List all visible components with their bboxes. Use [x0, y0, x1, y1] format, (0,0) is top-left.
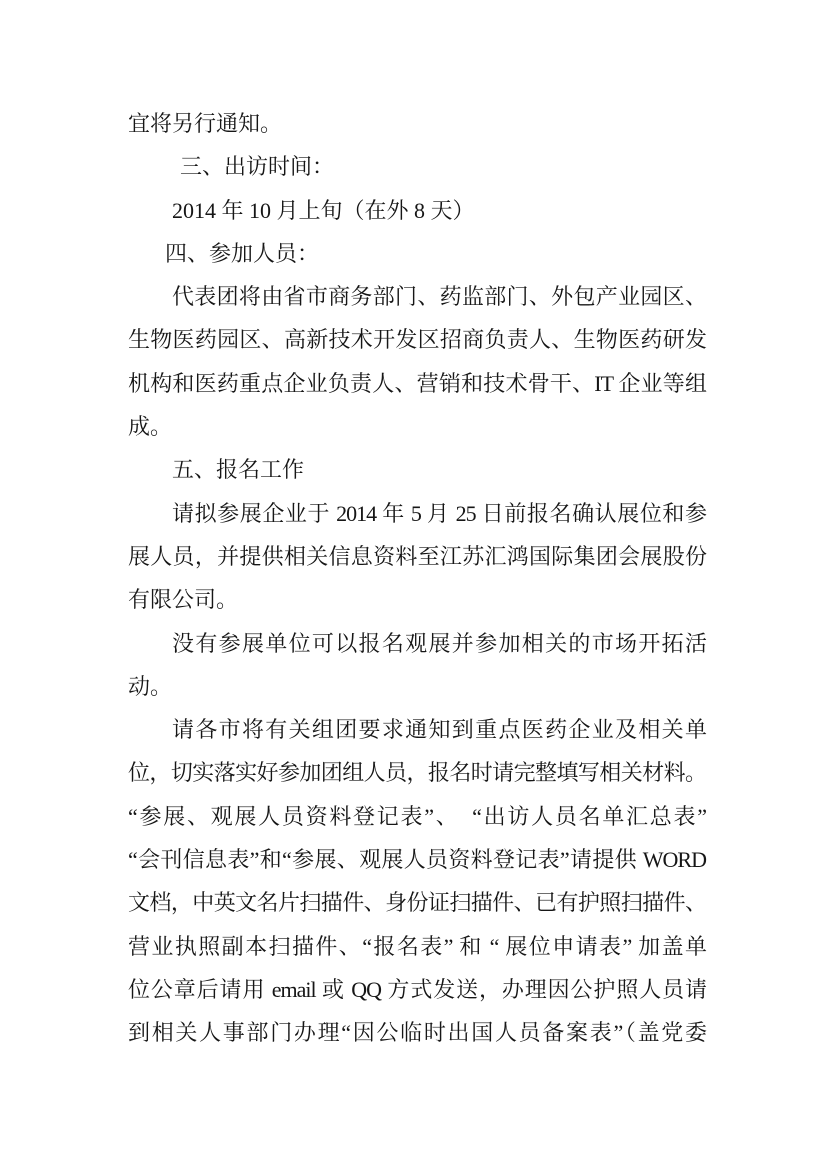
heading-section-5: 五、报名工作 [172, 457, 305, 483]
line-materials-7: 位公章后请用 email 或 QQ 方式发送，办理因公护照人员请 [128, 976, 706, 1002]
line-notice-continuation: 宜将另行通知。 [128, 111, 283, 136]
line-materials-3: “参展、观展人员资料登记表”、 “出访人员名单汇总表” [128, 803, 706, 829]
line-participants-3: 机构和医药重点企业负责人、营销和技术骨干、IT 企业等组 [128, 370, 706, 396]
heading-section-4: 四、参加人员： [165, 240, 320, 266]
line-materials-5: 文档，中英文名片扫描件、身份证扫描件、已有护照扫描件、 [128, 890, 706, 916]
line-materials-2: 位，切实落实好参加团组人员，报名时请完整填写相关材料。 [128, 760, 706, 786]
line-participants-4: 成。 [128, 414, 173, 440]
line-materials-4: “会刊信息表”和“参展、观展人员资料登记表”请提供 WORD [128, 847, 706, 873]
line-participants-2: 生物医药园区、高新技术开发区招商负责人、生物医药研发 [128, 327, 706, 353]
line-observers-2: 动。 [128, 673, 173, 699]
line-trip-date: 2014 年 10 月上旬（在外 8 天） [172, 197, 475, 223]
line-registration-3: 有限公司。 [128, 587, 239, 613]
line-registration-2: 展人员，并提供相关信息资料至江苏汇鸿国际集团会展股份 [128, 543, 706, 569]
line-materials-6: 营业执照副本扫描件、“报名表” 和 “ 展位申请表” 加盖单 [128, 933, 706, 959]
document-body [128, 102, 706, 1055]
line-participants-1: 代表团将由省市商务部门、药监部门、外包产业园区、 [172, 284, 706, 310]
line-observers-1: 没有参展单位可以报名观展并参加相关的市场开拓活 [172, 630, 706, 656]
line-registration-1: 请拟参展企业于 2014 年 5 月 25 日前报名确认展位和参 [172, 500, 706, 526]
line-materials-1: 请各市将有关组团要求通知到重点医药企业及相关单 [172, 717, 706, 743]
line-materials-8: 到相关人事部门办理“因公临时出国人员备案表”（盖党委 [128, 1020, 706, 1046]
heading-section-3: 三、出访时间： [180, 154, 335, 180]
